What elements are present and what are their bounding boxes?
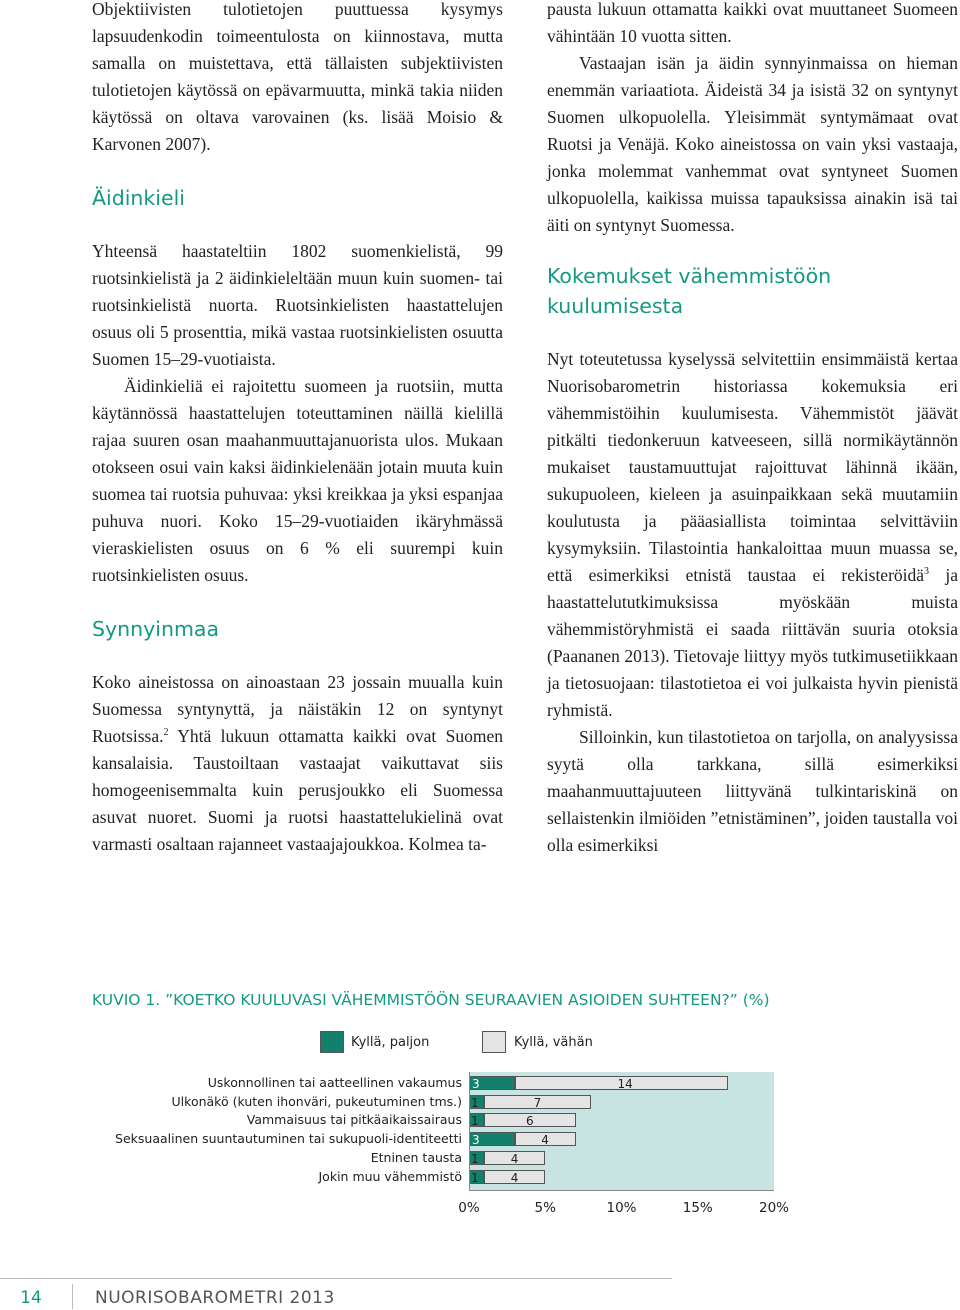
x-tick-label: 0% — [458, 1200, 480, 1216]
paragraph-parents: Vastaajan isän ja äidin synnyinmaissa on hieman enemmän variaatiota. Äideistä 34 ja isistä 32 on syntynyt Suomen ulkopuolella. Yleisimmät syntymämaat ovat Ruotsi ja Venäjä. Koko aineistossa on vain yksi vastaaja, jonka molemmat vanhemmat ovat syntyneet Suomen ulkopuolella, kaikissa muissa tapauksissa ainakin isä tai äiti on syntynyt Suomessa. — [547, 53, 958, 235]
heading-aidinkieli: Äidinkieli — [92, 186, 185, 210]
footer-divider — [72, 1284, 73, 1309]
paragraph-kokemukset-1-text-a: Nyt toteutetussa kyselyssä selvitettiin ensimmäistä kertaa Nuorisobarometrin historiassa kokemuksia eri vähemmistöihin kuulumisesta. Vähemmistöt jäävät pitkälti tiedonkeruun katveeseen, sillä normikäytännön mukaiset taustamuuttujat rajoittuvat lähinnä ikään, sukupuoleen, kieleen ja asuinpaikkaan sekä muutamiin koulutusta ja pääasiallista toimintaa selvittäviin kysymyksiin. Tilastointia hankaloittaa muun muassa se, että esimerkiksi etnistä taustaa ei rekisteröidä — [547, 349, 958, 585]
x-tick-label: 15% — [682, 1200, 713, 1216]
heading-synnyinmaa: Synnyinmaa — [92, 617, 220, 641]
x-axis-line — [469, 1190, 774, 1191]
legend-swatch — [482, 1031, 506, 1053]
data-label: 1 — [471, 1114, 479, 1129]
paragraph-kokemukset-1-text-b: ja haastattelututkimuksissa myöskään muista vähemmistöryhmistä ei saada riittävän suuria otoksia (Paananen 2013). Tietovaje liittyy myös tutkimusetiikkaan ja tietosuojaan: tilastotietoa ei voi julkaista hyvin pienistä ryhmistä. — [547, 565, 958, 720]
y-axis-line — [469, 1072, 470, 1191]
paragraph-synnyinmaa-text-b: Yhtä lukuun ottamatta kaikki ovat Suomen kansalaisia. Taustoiltaan vastaajat vaikuttavat siis homogeenisemmalta kuin perusjoukko eli Suomessa asuvat nuoret. Suomi ja ruotsi haastattelukielinä ovat varmasti osaltaan rajanneet vastaajajoukkoa. Kolmea ta- — [92, 726, 503, 854]
category-label: Ulkonäkö (kuten ihonväri, pukeutuminen tms.) — [171, 1093, 462, 1109]
footnote-ref-2[interactable]: 2 — [163, 727, 169, 739]
data-label: 4 — [541, 1133, 549, 1148]
category-label: Jokin muu vähemmistö — [318, 1168, 462, 1184]
paragraph-synnyinmaa — [92, 669, 503, 858]
category-label: Seksuaalinen suuntautuminen tai sukupuoli-identiteetti — [115, 1131, 462, 1147]
publication-title: NUORISOBAROMETRI 2013 — [95, 1288, 335, 1308]
data-label: 3 — [472, 1133, 480, 1148]
x-tick-label: 20% — [758, 1200, 790, 1216]
data-label: 4 — [510, 1151, 519, 1166]
data-label: 7 — [533, 1095, 542, 1110]
paragraph-intro: Objektiivisten tulotietojen puuttuessa kysymys lapsuudenkodin toimeentulosta on kiinnostava, mutta samalla on muistettava, että tällaisten subjektiivisten tulotietojen käytössä on epävarmuutta, minkä takia niiden käytössä on oltava varovainen (ks. lisää Moisio & Karvonen 2007). — [92, 0, 503, 154]
category-label: Vammaisuus tai pitkäaikaissairaus — [246, 1112, 462, 1128]
data-label: 14 — [617, 1077, 633, 1091]
paragraph-synnyinmaa-text-a: Koko aineistossa on ainoastaan 23 jossain muualla kuin Suomessa syntynyttä, ja näistäkin 12 on syntynyt Ruotsissa. — [92, 672, 503, 746]
data-label: 6 — [526, 1114, 534, 1129]
category-label: Etninen tausta — [370, 1149, 462, 1165]
category-label: Uskonnollinen tai aatteellinen vakaumus — [207, 1075, 462, 1090]
data-label: 1 — [471, 1095, 479, 1110]
legend-swatch — [320, 1031, 344, 1053]
paragraph-kokemukset-1 — [547, 346, 958, 724]
data-label: 1 — [471, 1151, 479, 1166]
heading-kokemukset: Kokemukset vähemmistöön kuulumisesta — [547, 264, 832, 318]
paragraph-aidinkieli-1: Yhteensä haastateltiin 1802 suomenkielistä, 99 ruotsinkielistä ja 2 äidinkieleltään muun kuin suomen- tai ruotsinkielistä nuorta. Ruotsinkielisten haastattelujen osuus oli 5 prosenttia, mikä vastaa ruotsinkielisten osuutta Suomen 15–29-vuotiaista. — [92, 241, 503, 369]
x-tick-label: 10% — [606, 1200, 637, 1216]
data-label: 4 — [510, 1170, 519, 1185]
paragraph-continued: pausta lukuun ottamatta kaikki ovat muuttaneet Suomeen vähintään 10 vuotta sitten. — [547, 0, 958, 46]
data-label: 3 — [472, 1077, 480, 1091]
x-tick-label: 5% — [534, 1200, 556, 1216]
footer-rule — [0, 1278, 672, 1279]
paragraph-kokemukset-2: Silloinkin, kun tilastotietoa on tarjolla, on analyysissa syytä olla tarkkana, sillä esimerkiksi maahanmuuttajuuteen liittyvänä tulkintariskinä on sellaistenkin ilmiöiden ”etnistäminen”, joiden taustalla voi olla esimerkiksi — [547, 727, 958, 855]
legend-label: Kyllä, paljon — [351, 1035, 430, 1050]
figure-title: KUVIO 1. ”KOETKO KUULUVASI VÄHEMMISTÖÖN SEURAAVIEN ASIOIDEN SUHTEEN?” (%) — [92, 991, 770, 1009]
data-label: 1 — [471, 1170, 479, 1185]
right-column — [547, 0, 958, 859]
left-column — [92, 0, 503, 858]
footnote-ref-3[interactable]: 3 — [924, 566, 930, 578]
legend-label: Kyllä, vähän — [514, 1035, 593, 1050]
paragraph-aidinkieli-2: Äidinkieliä ei rajoitettu suomeen ja ruotsiin, mutta käytännössä haastattelujen toteuttaminen näillä kielillä rajaa suuren osan maahanmuuttajanuorista ulos. Mukaan otokseen osui vain kaksi äidinkielenään jotain muuta kuin suomea tai ruotsia puhuvaa: yksi kreikkaa ja yksi espanjaa puhuva nuori. Koko 15–29-vuotiaiden ikäryhmässä vieraskielisten osuus on 6 % eli suurempi kuin ruotsinkielisten osuus. — [92, 376, 503, 585]
page-number: 14 — [20, 1288, 42, 1308]
